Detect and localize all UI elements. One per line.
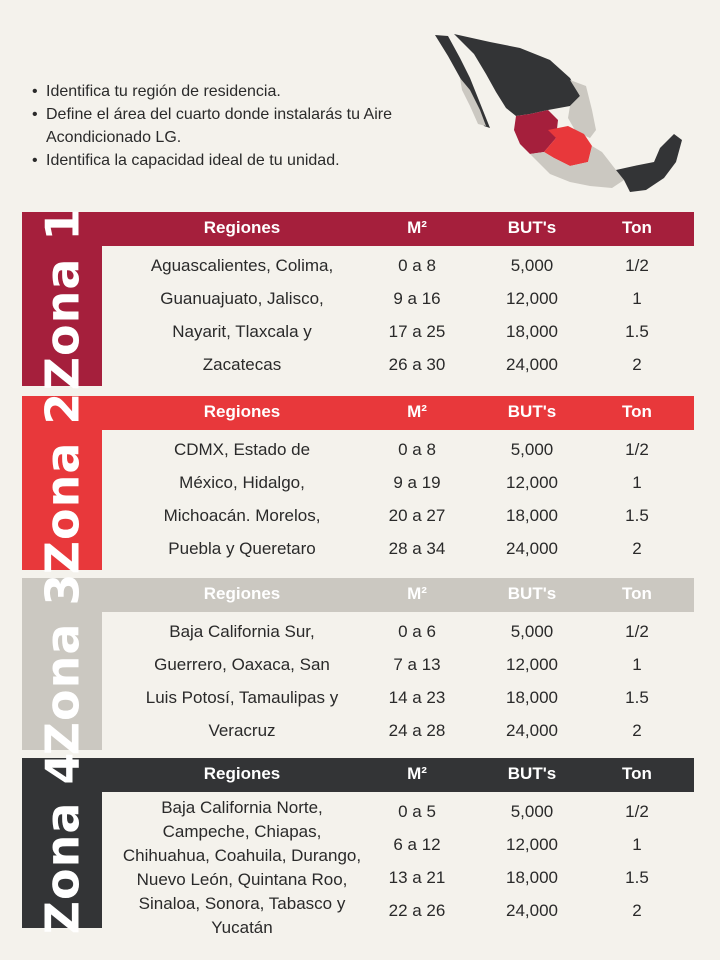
table-row: Zacatecas 26 a 30 24,000 2: [202, 355, 642, 374]
table-row: Guanuajuato, Jalisco, 9 a 16 12,000 1: [160, 289, 642, 308]
table-row: Aguascalientes, Colima, 0 a 8 5,000 1/2: [150, 256, 649, 275]
zona-1-label: Zona 1: [22, 212, 102, 386]
header-m2: M²: [407, 584, 427, 603]
zona-3-label: Zona 3: [22, 578, 102, 750]
table-row: 22 a 26 24,000 2: [388, 901, 642, 920]
zona-4-label: Zona 4: [22, 758, 102, 928]
table-row: Nayarit, Tlaxcala y 17 a 25 18,000 1.5: [172, 322, 649, 341]
instruction-item: • Identifica tu región de residencia.: [30, 80, 430, 103]
zona-2-table: [22, 391, 694, 575]
zona-4-table: [22, 751, 694, 937]
table-row: CDMX, Estado de 0 a 8 5,000 1/2: [173, 440, 649, 459]
table-row: Baja California Sur, 0 a 6 5,000 1/2: [169, 622, 649, 641]
instruction-item: • Define el área del cuarto donde instalarás tu Aire Acondicionado LG.: [30, 103, 430, 149]
table-row: 0 a 5 5,000 1/2: [398, 802, 649, 821]
header-ton: Ton: [622, 218, 652, 237]
table-row: Luis Potosí, Tamaulipas y 14 a 23 18,000 1.5: [145, 688, 649, 707]
header-buts: BUT's: [507, 584, 557, 603]
header-m2: M²: [407, 764, 427, 783]
instructions-list: [30, 80, 430, 172]
header-buts: BUT's: [507, 764, 557, 783]
header-regiones: Regiones: [203, 402, 281, 421]
header-ton: Ton: [622, 584, 652, 603]
header-m2: M²: [407, 402, 427, 421]
table-row: Veracruz 24 a 28 24,000 2: [208, 721, 642, 740]
table-row: Michoacán. Morelos, 20 a 27 18,000 1.5: [163, 506, 649, 525]
zona-1-table: [22, 207, 694, 391]
table-row: Guerrero, Oaxaca, San 7 a 13 12,000 1: [154, 655, 642, 674]
header-ton: Ton: [622, 764, 652, 783]
header-ton: Ton: [622, 402, 652, 421]
header-buts: BUT's: [507, 402, 557, 421]
mexico-zones-map: [420, 30, 690, 200]
header-regiones: Regiones: [203, 584, 281, 603]
header-buts: BUT's: [507, 218, 557, 237]
instruction-item: • Identifica la capacidad ideal de tu unidad.: [30, 149, 430, 172]
header-regiones: Regiones: [203, 764, 281, 783]
table-row: 6 a 12 12,000 1: [393, 835, 642, 854]
table-row: 13 a 21 18,000 1.5: [388, 868, 649, 887]
header-m2: M²: [407, 218, 427, 237]
zona-2-label: Zona 2: [22, 396, 102, 570]
zona-4-regions: Baja California Norte, Campeche, Chiapas, Chihuahua, Coahuila, Durango, Nuevo León, Quintana Roo, Sinaloa, Sonora, Tabasco y Yucatán: [122, 798, 362, 937]
zona-3-table: [22, 572, 694, 756]
table-row: Puebla y Queretaro 28 a 34 24,000 2: [168, 539, 642, 558]
header-regiones: Regiones: [203, 218, 281, 237]
table-row: México, Hidalgo, 9 a 19 12,000 1: [179, 473, 642, 492]
